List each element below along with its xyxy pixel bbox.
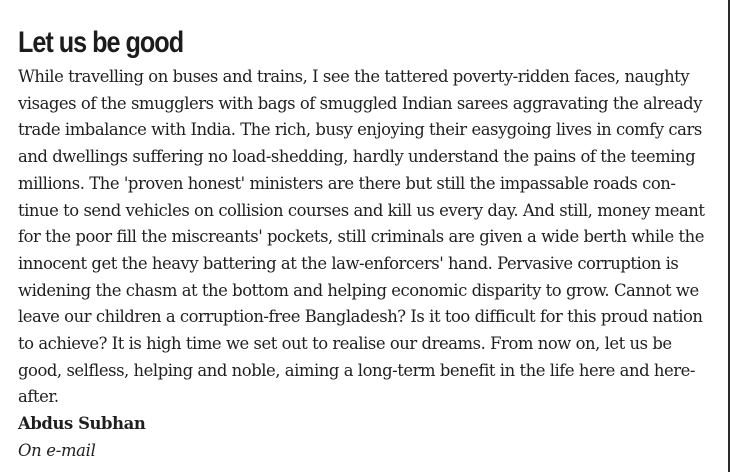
body-line: to achieve? It is high time we set out to realise our dreams. From now on, let us be: [18, 334, 672, 354]
body-line: after.: [18, 387, 59, 407]
author-name: Abdus Subhan: [18, 414, 146, 434]
body-line: tinue to send vehicles on collision courses and kill us every day. And still, money meant: [18, 200, 705, 220]
body-line: innocent get the heavy battering at the law-enforcers' hand. Pervasive corruption is: [18, 253, 679, 273]
author-source: On e-mail: [18, 440, 96, 460]
body-line: leave our children a corruption-free Bangladesh? Is it too difficult for this proud nation: [18, 307, 703, 327]
body-line: trade imbalance with India. The rich, busy enjoying their easygoing lives in comfy cars: [18, 120, 702, 140]
body-line: and dwellings suffering no load-shedding, hardly understand the pains of the teeming: [18, 147, 696, 167]
letter-headline: Let us be good: [18, 26, 184, 59]
body-line: visages of the smugglers with bags of smuggled Indian sarees aggravating the already: [18, 93, 703, 113]
letter-body: [18, 64, 718, 465]
body-line: millions. The 'proven honest' ministers are there but still the impassable roads con-: [18, 173, 676, 193]
body-line: While travelling on buses and trains, I see the tattered poverty-ridden faces, naughty: [18, 67, 690, 86]
body-line: for the poor fill the miscreants' pockets, still criminals are given a wide berth while the: [18, 227, 704, 247]
body-line: widening the chasm at the bottom and helping economic disparity to grow. Cannot we: [18, 280, 699, 300]
body-line: good, selfless, helping and noble, aiming a long-term benefit in the life here and here-: [18, 360, 695, 380]
